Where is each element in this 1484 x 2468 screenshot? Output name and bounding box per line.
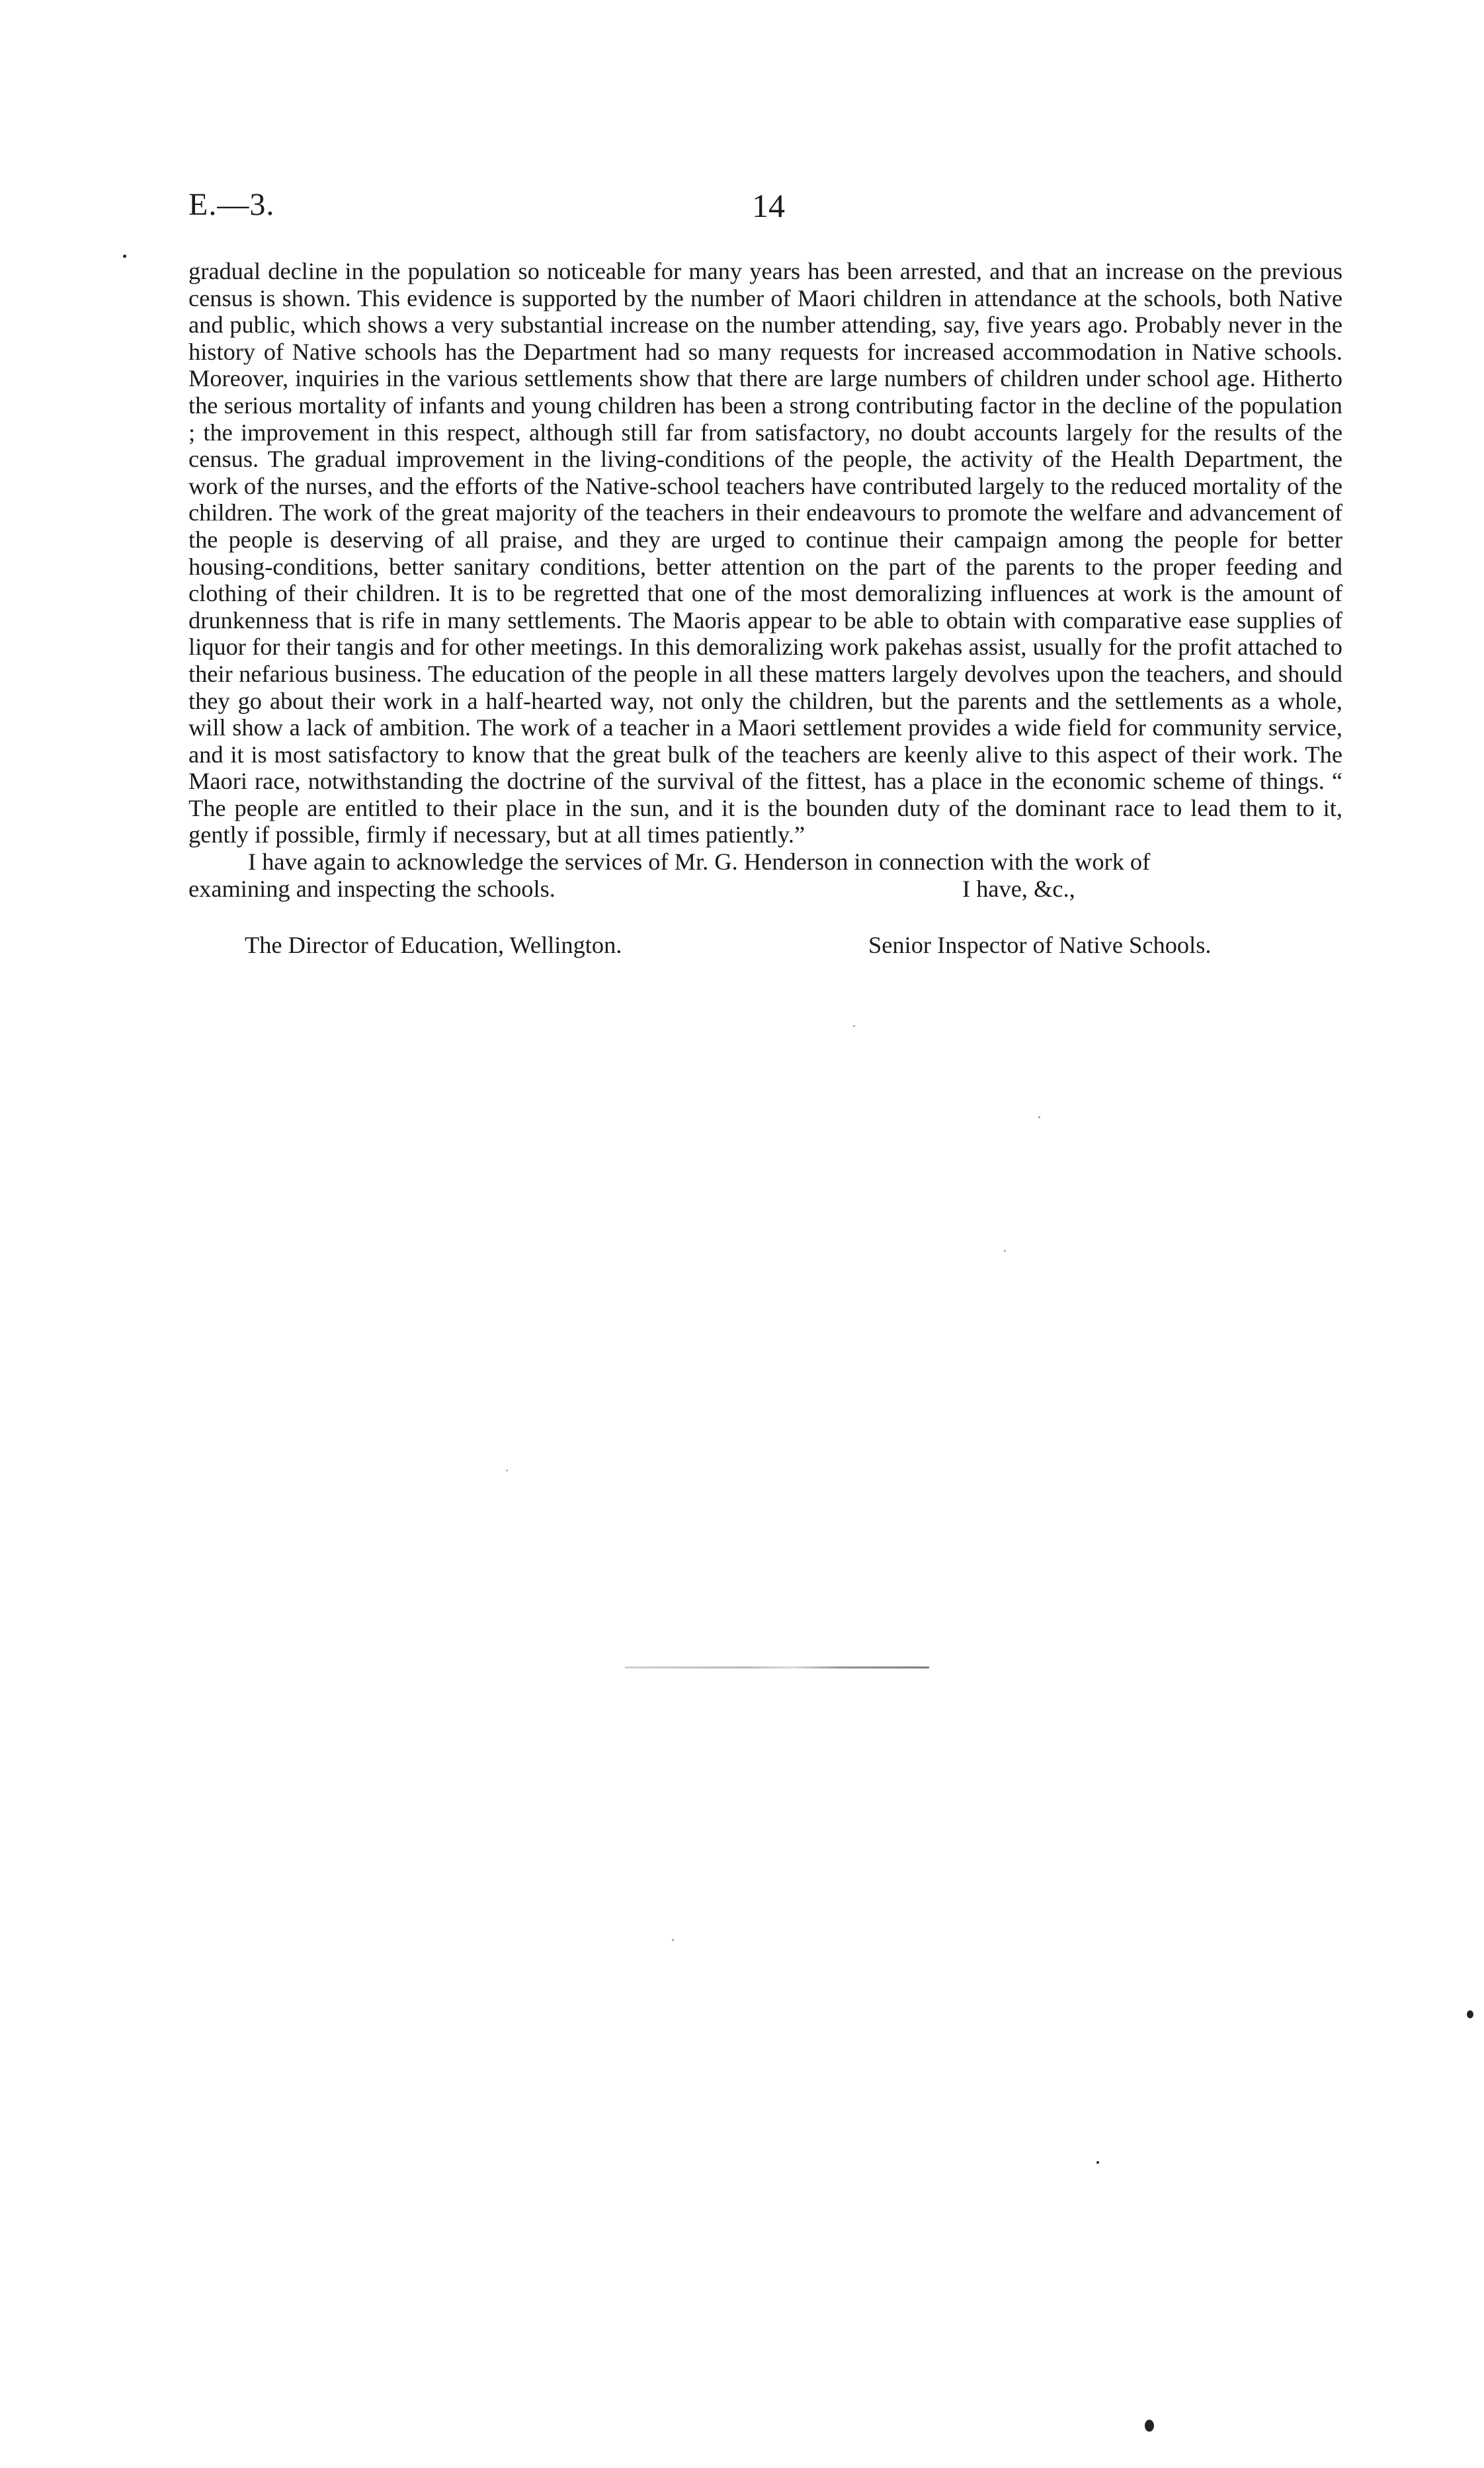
body-paragraph-2-end: examining and inspecting the schools. [188,875,556,902]
scan-speck [123,255,126,258]
body-paragraph-1: gradual decline in the population so noticeable for many years has been arrested, and that an increase on the previous census is shown. This evidence is supported by the number of Maori children in attendance at the schools, both Native and public, which shows a very substantial increase on the number attending, say, five years ago. Probably never in the history of Native schools has the Department had so many requests for increased accommodation in Native schools. Moreover, inquiries in the various settlements show that there are large numbers of children under school age. Hitherto the serious mortality of infants and young children has been a strong contributing factor in the decline of the population ; the improvement in this respect, although still far from satisfactory, no doubt accounts largely for the results of the census. The gradual improvement in the living-conditions of the people, the activity of the Health Department, the work of the nurses, and the efforts of the Native-school teachers have contributed largely to the reduced mortality of the children. The work of the great majority of the teachers in their endeavours to promote the welfare and advancement of the people is deserving of all praise, and they are urged to continue their campaign among the people for better housing-conditions, better sanitary conditions, better attention on the part of the parents to the proper feeding and clothing of their children. It is to be regretted that one of the most demoralizing influences at work is the amount of drunkenness that is rife in many settlements. The Maoris appear to be able to obtain with comparative ease supplies of liquor for their tangis and for other meetings. In this demoralizing work pakehas assist, usually for the profit attached to their nefarious business. The education of the people in all these matters largely devolves upon the teachers, and should they go about their work in a half-hearted way, not only the children, but the parents and the settlements as a whole, will show a lack of ambition. The work of a teacher in a Maori settlement provides a wide field for community service, and it is most satisfactory to know that the great bulk of the teachers are keenly alive to this aspect of their work. The Maori race, notwithstanding the doctrine of the survival of the fittest, has a place in the economic scheme of things. “ The people are entitled to their place in the sun, and it is the bounden duty of the dominant race to lead them to it, gently if possible, firmly if necessary, but at all times patiently.” [188,258,1342,848]
scan-speck [506,1469,508,1471]
section-end-rule [625,1666,929,1668]
scan-speck [1096,2161,1099,2164]
page-number: 14 [752,187,785,224]
addressee: The Director of Education, Wellington. [245,931,622,958]
scan-speck [672,1939,674,1941]
signatory-title: Senior Inspector of Native Schools. [868,931,1212,958]
body-paragraph-2: I have again to acknowledge the services of Mr. G. Henderson in connection with the work of [248,848,1151,876]
scan-speck [1038,1116,1040,1118]
signature [188,902,1342,929]
closing-row [188,876,1342,903]
scan-speck [1467,2010,1473,2018]
document-code: E.—3. [188,187,275,222]
report-body [188,258,1342,964]
salutation: I have, &c., [962,875,1075,902]
scan-speck [1004,1250,1006,1252]
address-row [188,932,1342,964]
page-header [188,186,1313,233]
scan-speck [853,1025,855,1027]
scan-speck [1145,2420,1154,2432]
